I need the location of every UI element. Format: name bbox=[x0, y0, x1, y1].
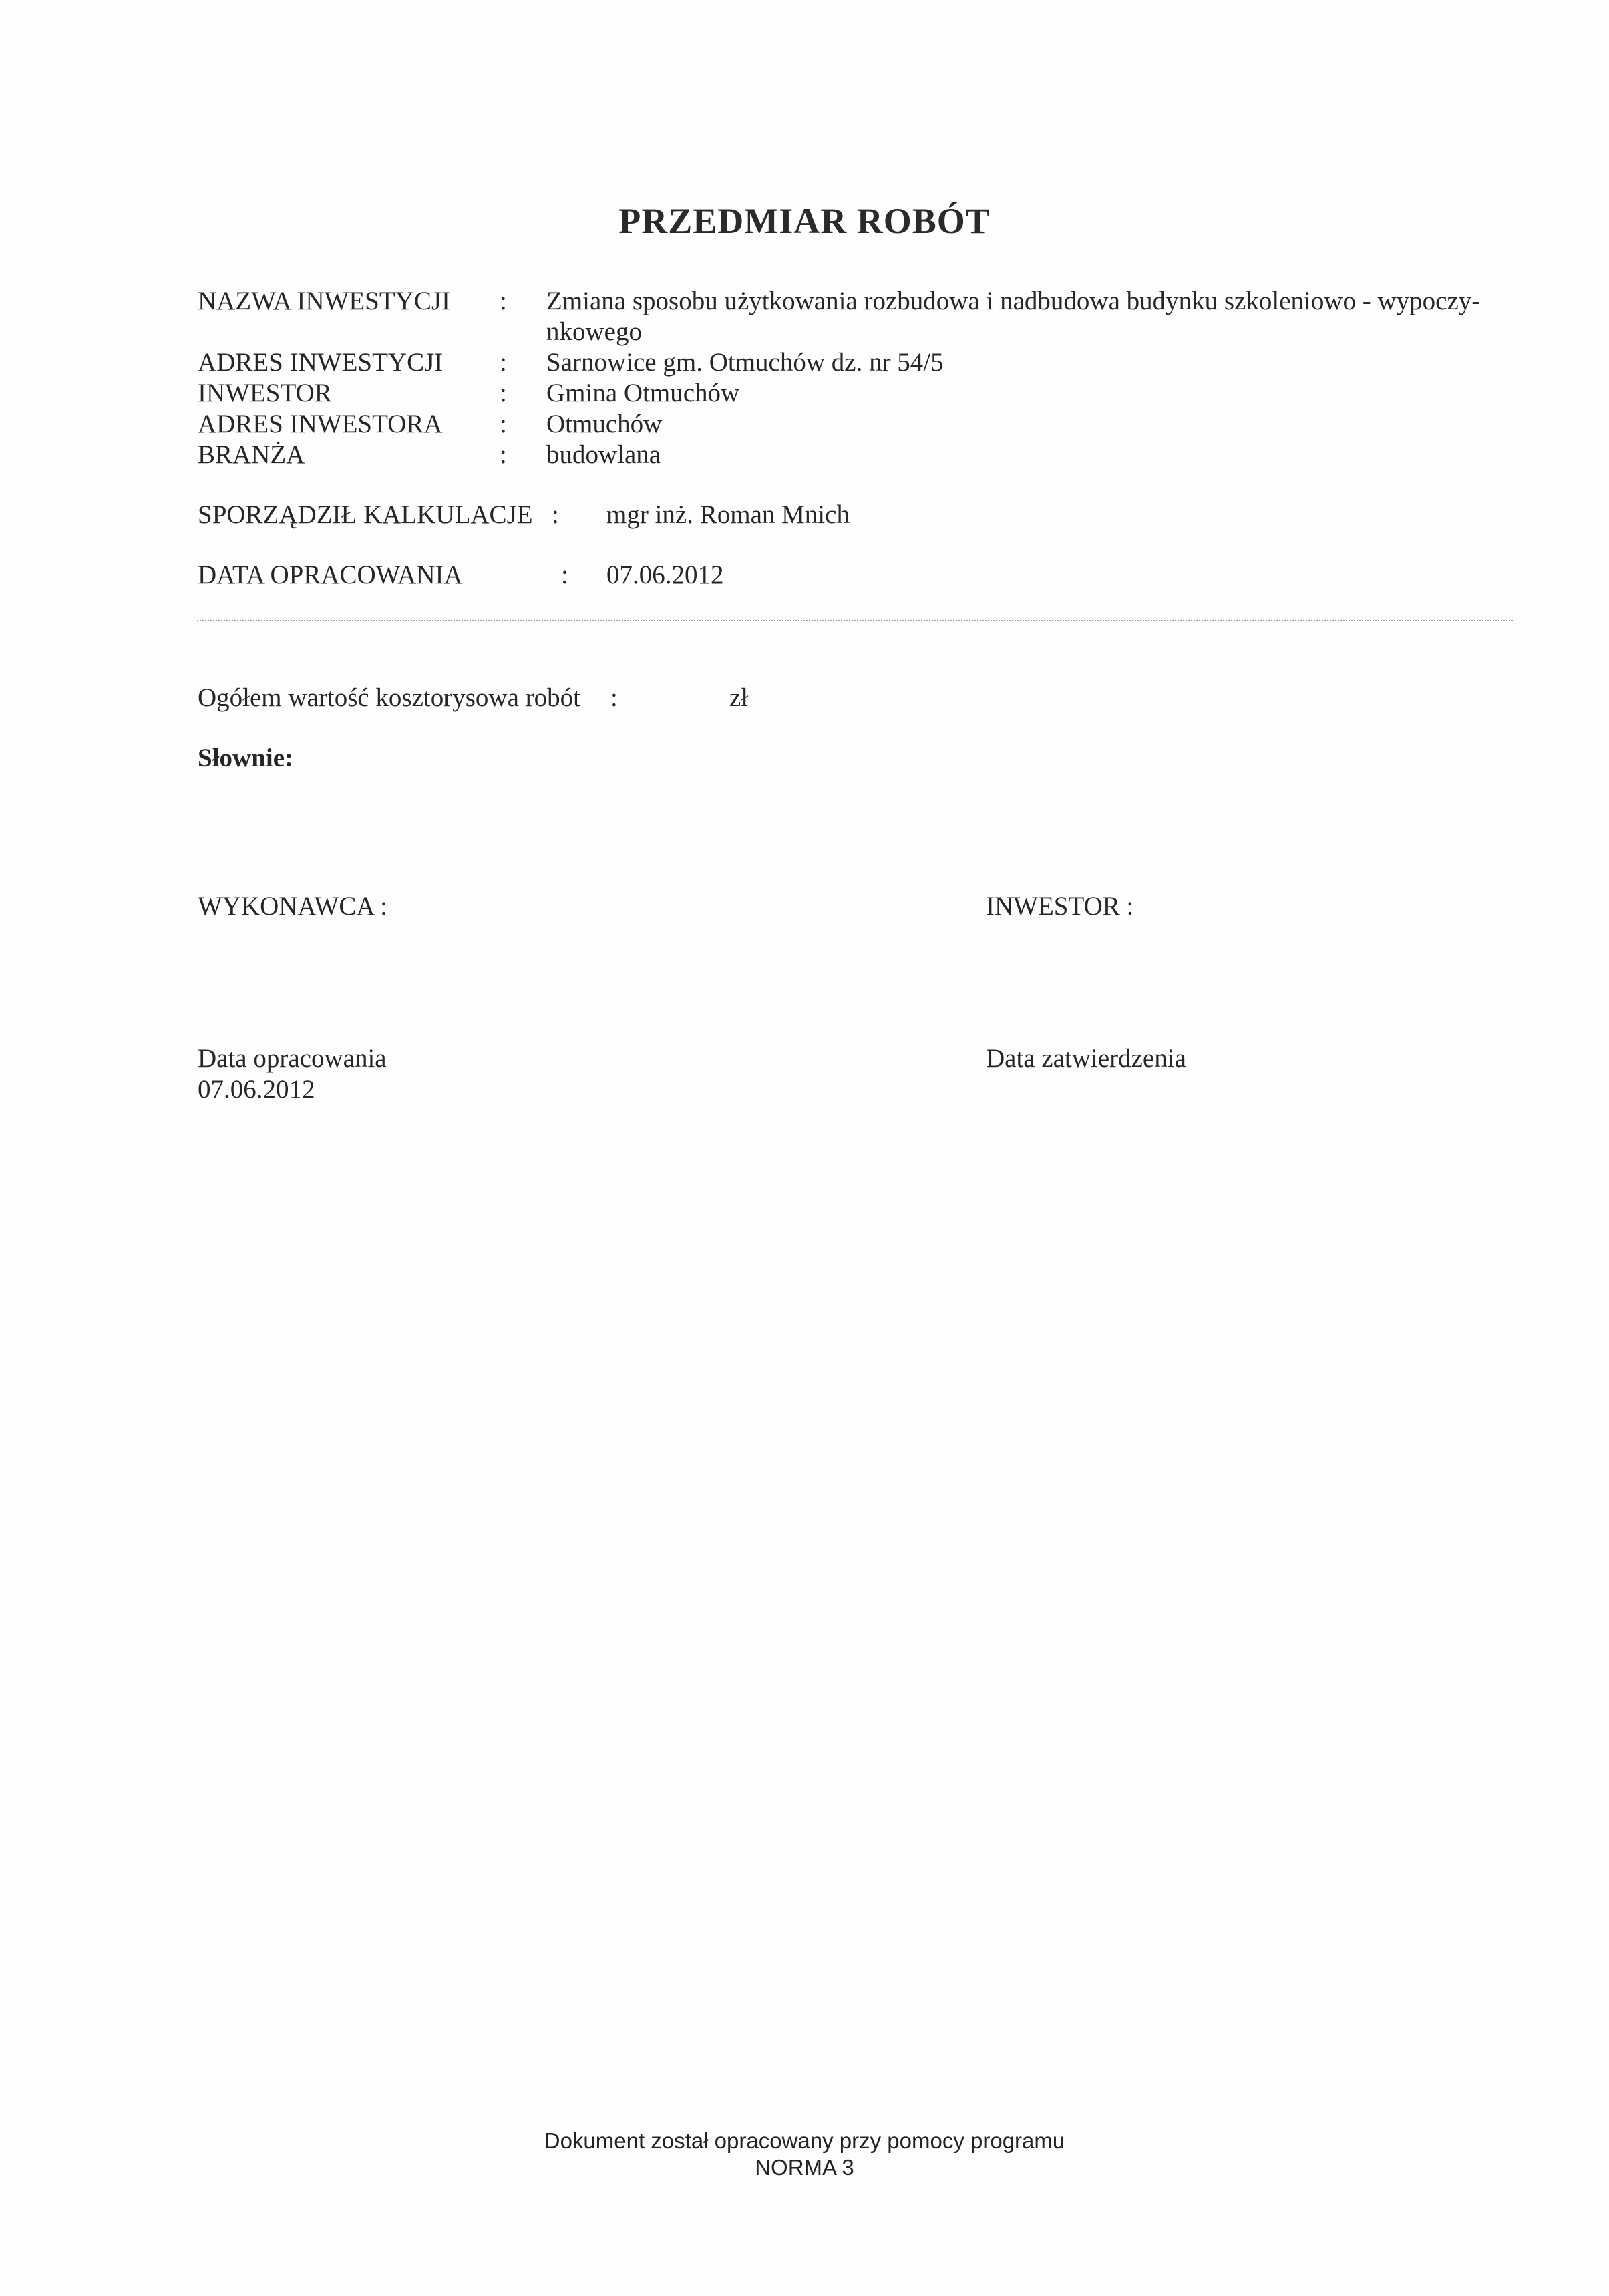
label-adres-inwestycji: ADRES INWESTYCJI bbox=[198, 348, 443, 377]
footer-line-2: NORMA 3 bbox=[755, 2155, 854, 2180]
label-sporzadzil: SPORZĄDZIŁ KALKULACJE bbox=[198, 500, 533, 529]
colon-inwestor: : bbox=[500, 379, 507, 407]
value-adres-inwestycji: Sarnowice gm. Otmuchów dz. nr 54/5 bbox=[546, 348, 944, 377]
label-data-opracowania: DATA OPRACOWANIA bbox=[198, 560, 463, 589]
colon-adres-inwestycji: : bbox=[500, 348, 507, 377]
label-slownie: Słownie: bbox=[198, 744, 294, 772]
label-data-opracowania-signature: Data opracowania bbox=[198, 1044, 387, 1073]
value-nazwa-inwestycji: Zmiana sposobu użytkowania rozbudowa i nadbudowa budynku szkoleniowo - wypoczy-nkowego bbox=[546, 287, 1481, 346]
label-wykonawca: WYKONAWCA : bbox=[198, 892, 387, 921]
colon-data-opracowania: : bbox=[561, 560, 568, 589]
value-adres-inwestora: Otmuchów bbox=[546, 409, 663, 438]
value-data-opracowania: 07.06.2012 bbox=[606, 560, 724, 589]
label-adres-inwestora: ADRES INWESTORA bbox=[198, 409, 443, 438]
label-inwestor-signature: INWESTOR : bbox=[986, 892, 1134, 921]
colon-sporzadzil: : bbox=[552, 500, 559, 529]
value-inwestor: Gmina Otmuchów bbox=[546, 379, 740, 407]
label-total-value: Ogółem wartość kosztorysowa robót bbox=[198, 683, 580, 712]
label-data-zatwierdzenia: Data zatwierdzenia bbox=[986, 1044, 1186, 1073]
label-nazwa-inwestycji: NAZWA INWESTYCJI bbox=[198, 287, 451, 315]
value-branza: budowlana bbox=[546, 440, 661, 469]
colon-adres-inwestora: : bbox=[500, 409, 507, 438]
label-branza: BRANŻA bbox=[198, 440, 305, 469]
colon-branza: : bbox=[500, 440, 507, 469]
label-inwestor: INWESTOR bbox=[198, 379, 332, 407]
currency-label: zł bbox=[729, 683, 749, 712]
value-data-opracowania-signature: 07.06.2012 bbox=[198, 1075, 315, 1104]
document-title: PRZEDMIAR ROBÓT bbox=[618, 201, 991, 241]
value-sporzadzil: mgr inż. Roman Mnich bbox=[606, 500, 850, 529]
footer-line-1: Dokument został opracowany przy pomocy programu bbox=[544, 2128, 1065, 2153]
colon-total-value: : bbox=[610, 683, 618, 712]
colon-nazwa-inwestycji: : bbox=[500, 287, 507, 315]
dotted-separator bbox=[197, 620, 1513, 621]
